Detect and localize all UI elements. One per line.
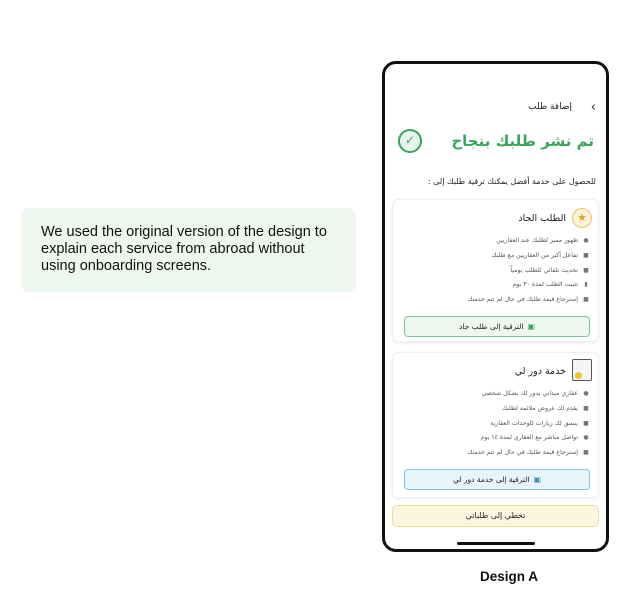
chevron-right-icon[interactable]: › <box>590 100 596 115</box>
feature-text: تواصل مباشر مع العقاري لمدة ١٤ يوم <box>480 434 578 442</box>
document-icon: ▣ <box>533 475 542 484</box>
refund-icon: ■ <box>583 296 589 304</box>
document-icon: ■ <box>583 404 589 412</box>
card-header <box>412 361 592 381</box>
success-message: تم نشر طلبك بنجاح <box>451 132 594 150</box>
phone-icon: ● <box>583 434 589 442</box>
feature-list <box>399 234 590 308</box>
feature-item <box>399 278 590 293</box>
feature-item <box>399 387 590 402</box>
feature-list <box>399 387 590 461</box>
serious-request-card <box>392 199 599 342</box>
top-bar <box>385 100 606 116</box>
feature-item <box>399 431 590 446</box>
broker-service-card <box>392 352 599 498</box>
feature-item <box>399 249 590 264</box>
feature-text: إسترجاع قيمة طلبك في حال لم تتم خدمتك <box>467 449 578 457</box>
explanation-text: We used the original version of the design to explain each service from abroad without using onboarding screens. <box>41 224 327 274</box>
phone-mockup <box>382 61 609 552</box>
feature-item <box>399 264 590 279</box>
feature-text: عقاري ميداني يدور لك بشكل شخصي <box>481 390 578 397</box>
feature-item <box>399 446 590 461</box>
feature-item <box>399 234 590 249</box>
search-icon: ● <box>583 390 589 397</box>
button-label: الترقية إلى طلب جاد <box>458 322 524 331</box>
feature-item <box>399 417 590 432</box>
home-indicator <box>457 542 535 545</box>
feature-text: تثبيت الطلب لمدة ٣٠ يوم <box>512 281 578 289</box>
feature-text: إسترجاع قيمة طلبك في حال لم تتم خدمتك <box>467 296 578 304</box>
feature-text: ينسق لك زيارات للوحدات العقارية <box>490 419 578 427</box>
building-icon: ■ <box>583 419 589 427</box>
feature-text: تحديث تلقائي للطلب يومياً <box>510 266 578 274</box>
feature-text: يقدم لك عروض ملائمة لطلبك <box>501 404 578 412</box>
upgrade-prompt: للحصول على خدمة أفضل يمكنك ترقية طلبك إلى : <box>427 177 596 186</box>
feature-item <box>399 402 590 417</box>
app-screen <box>385 64 606 549</box>
lightbulb-icon: ● <box>583 237 589 244</box>
design-caption: Design A <box>480 569 539 584</box>
chat-icon: ■ <box>583 251 589 259</box>
map-icon <box>572 359 592 381</box>
pin-icon: ▮ <box>584 281 588 289</box>
success-banner <box>385 128 606 156</box>
upgrade-serious-button[interactable] <box>404 316 590 337</box>
refund-icon: ■ <box>583 449 589 457</box>
card-title: خدمة دور لي <box>514 366 566 377</box>
star-badge-icon <box>572 208 592 228</box>
feature-item <box>399 293 590 308</box>
skip-button[interactable]: تخطي إلى طلباتي <box>392 505 599 527</box>
calendar-icon: ■ <box>583 266 589 274</box>
feature-text: تفاعل أكبر من العقاريين مع طلبك <box>491 251 578 259</box>
check-circle-icon <box>398 129 422 153</box>
upgrade-broker-button[interactable] <box>404 469 590 490</box>
card-header <box>412 208 592 228</box>
document-icon: ▣ <box>527 322 536 331</box>
card-title: الطلب الجاد <box>518 213 566 224</box>
page-title: إضافة طلب <box>528 102 572 112</box>
explanation-note <box>21 208 356 292</box>
button-label: الترقية إلى خدمة دور لي <box>452 475 530 484</box>
feature-text: ظهور مميز لطلبك عند العقاريين <box>496 237 578 244</box>
